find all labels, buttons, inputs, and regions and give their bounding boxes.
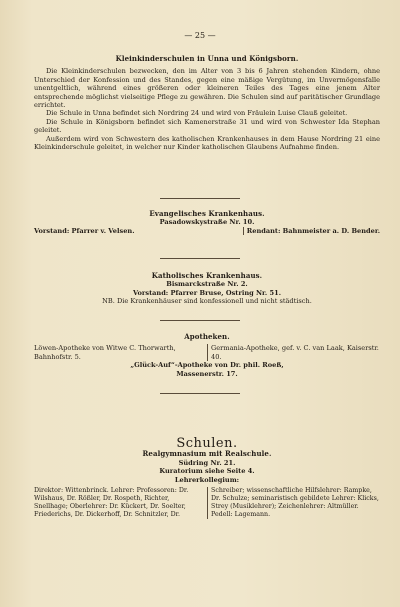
address: Bismarckstraße Nr. 2. [166,280,248,289]
section-evangelisches-krankenhaus [34,210,380,235]
note: NB. Die Krankenhäuser sind konfessionell und nicht städtisch. [102,297,312,306]
kollegium-right: Schreiber; wissenschaftliche Hilfslehrer: Rampke, Dr. Schulze; seminaristisch gebildete Lehrer: Klicks, Strey (Musiklehrer); Zeichenlehrer: Altmüller. Pedell: Lagemann. [207,487,380,519]
address: Südring Nr. 21. [178,458,236,467]
divider [160,320,240,321]
section-schulen [34,436,380,519]
divider [160,393,240,394]
apotheke-third: „Glück-Auf“-Apotheke von Dr. phil. Roeß, [130,361,284,370]
kollegium-left: Direktor: Wittenbrinck. Lehrer: Professoren: Dr. Wilshaus, Dr. Rößler, Dr. Rospeth, Richter, Snellhage; Oberlehrer: Dr. Kückert, Dr. Soelter, Friederichs, Dr. Dickerhoff, Dr. Schnitzler, Dr. [34,487,189,519]
apotheke-left: Löwen-Apotheke von Witwe C. Thorwarth, Bahnhofstr. 5. [34,344,176,361]
paragraph: Außerdem wird von Schwestern des katholischen Krankenhauses in dem Hause Nordring 21 eine Kleinkinderschule geleitet, in welcher nur Kinder katholischen Glaubens Aufnahme finden. [34,134,380,152]
vorstand: Vorstand: Pfarrer Bruse, Ostring Nr. 51. [132,288,281,297]
paragraph: Die Schule in Unna befindet sich Nordring 24 und wird von Fräulein Luise Clauß geleitet. [46,109,348,118]
vorstand: Vorstand: Pfarrer v. Velsen. [34,226,135,235]
section-heading: Realgymnasium mit Realschule. [142,449,272,459]
page-number: — 25 — [184,31,216,40]
paragraph: Die Kleinkinderschulen bezwecken, den im Alter von 3 bis 6 Jahren stehenden Kindern, ohne Unterschied der Konfession und des Standes, gegen eine mäßige Vergütung, im Unvermögensfalle unentgeltlich, während eines größeren oder kleineren Teiles des Tages eine jenem Alter entsprechende möglichst vielseitige Pflege zu gewähren. Die Schulen sind auf paritätischer Grundlage errichtet. [34,67,380,110]
divider [160,198,240,199]
section-heading: Evangelisches Krankenhaus. [149,209,265,218]
apotheke-right: Germania-Apotheke, gef. v. C. van Laak, Kaiserstr. 40. [207,344,380,361]
page-title: Schulen. [176,436,238,451]
section-katholisches-krankenhaus [34,272,380,306]
section-kinderschulen [34,55,380,151]
section-heading: Katholisches Krankenhaus. [151,271,263,280]
rendant: Rendant: Bahnmeister a. D. Bender. [243,227,380,235]
address: Pasadowskystraße Nr. 10. [159,218,255,227]
section-heading: Apotheken. [184,332,230,341]
apotheke-third-address: Massenerstr. 17. [176,369,238,378]
kollegium-heading: Lehrerkollegium: [174,475,240,484]
section-heading: Kleinkinderschulen in Unna und Königsborn. [115,54,299,63]
section-apotheken [34,333,380,378]
divider [160,258,240,259]
paragraph: Die Schule in Königsborn befindet sich Kamenerstraße 31 und wird von Schwester Ida Stephan geleitet. [34,117,380,135]
kuratorium: Kuratorium siehe Seite 4. [159,467,255,476]
